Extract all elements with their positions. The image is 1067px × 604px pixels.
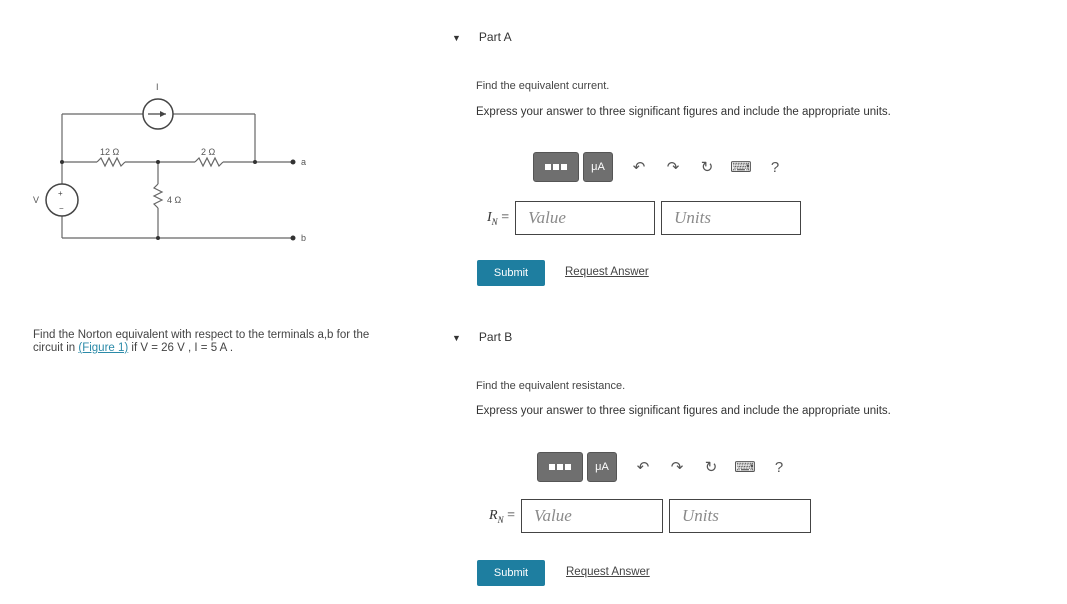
undo-icon[interactable]: ↶ (636, 459, 650, 476)
part-b-find: Find the equivalent resistance. (476, 380, 626, 392)
part-a-header[interactable]: ▼ Part A (452, 30, 512, 44)
part-b-units-input[interactable]: Units (669, 499, 811, 533)
part-a-submit-button[interactable]: Submit (477, 260, 545, 286)
redo-icon[interactable]: ↷ (670, 459, 684, 476)
undo-icon[interactable]: ↶ (632, 159, 646, 176)
resistor-right-label: 2 Ω (201, 147, 216, 157)
problem-statement: Find the Norton equivalent with respect to the terminals a,b for the circuit in (Figure 1) if V = 26 V , I = 5 A . (33, 329, 370, 354)
template-button[interactable] (533, 152, 579, 182)
part-b-answer-row (489, 499, 817, 533)
figure-link[interactable]: (Figure 1) (78, 342, 129, 354)
part-a-value-input[interactable]: Value (515, 201, 655, 235)
template-button[interactable] (537, 452, 583, 482)
collapse-caret-icon: ▼ (452, 333, 461, 343)
keyboard-icon[interactable]: ⌨ (734, 459, 756, 476)
reset-icon[interactable]: ↻ (704, 459, 718, 476)
greek-button[interactable]: μA (587, 452, 617, 482)
template-icon (544, 163, 568, 171)
part-b-header[interactable]: ▼ Part B (452, 330, 513, 344)
current-source (143, 99, 173, 129)
help-icon[interactable]: ? (770, 158, 780, 176)
part-b-submit-button[interactable]: Submit (477, 560, 545, 586)
part-b-express: Express your answer to three significant figures and include the appropriate units. (476, 405, 891, 417)
svg-text:+: + (58, 189, 63, 198)
resistor-left-label: 12 Ω (100, 147, 120, 157)
part-a-label: $I_N$ = (487, 209, 510, 227)
help-icon[interactable]: ? (774, 458, 784, 476)
terminal-b-label: b (301, 233, 307, 243)
terminal-a-label: a (301, 157, 307, 167)
collapse-caret-icon: ▼ (452, 33, 461, 43)
part-b-request-answer[interactable]: Request Answer (566, 566, 650, 578)
keyboard-icon[interactable]: ⌨ (730, 159, 752, 176)
voltage-source-label: V (33, 195, 40, 205)
part-a-find: Find the equivalent current. (476, 80, 610, 92)
greek-button[interactable]: μA (583, 152, 613, 182)
resistor-shunt-label: 4 Ω (167, 195, 182, 205)
reset-icon[interactable]: ↻ (700, 159, 714, 176)
svg-text:−: − (59, 204, 64, 213)
part-a-request-answer[interactable]: Request Answer (565, 266, 649, 278)
part-a-toolbar (533, 150, 787, 184)
redo-icon[interactable]: ↷ (666, 159, 680, 176)
part-b-toolbar (537, 450, 791, 484)
part-a-express: Express your answer to three significant figures and include the appropriate units. (476, 106, 891, 118)
part-a-units-input[interactable]: Units (661, 201, 801, 235)
part-a-answer-row (487, 201, 807, 235)
part-b-label: $R_N$ = (489, 507, 515, 525)
voltage-source (46, 184, 78, 216)
template-icon (548, 463, 572, 471)
part-b-value-input[interactable]: Value (521, 499, 663, 533)
current-source-label: I (156, 82, 159, 92)
circuit-diagram (25, 72, 325, 252)
